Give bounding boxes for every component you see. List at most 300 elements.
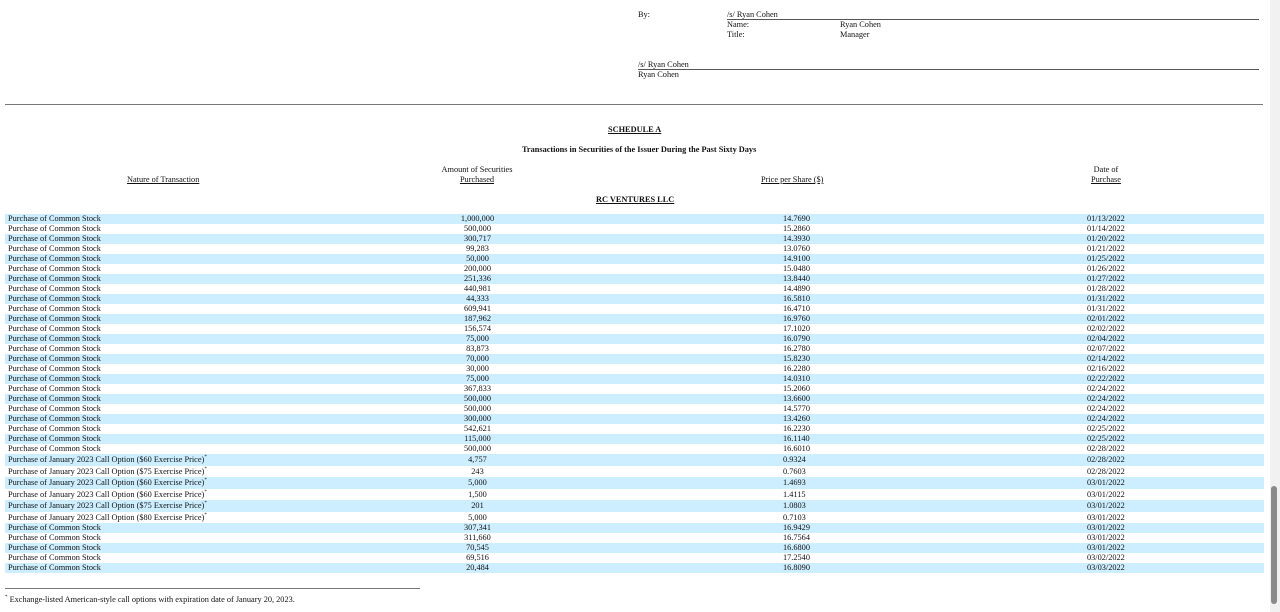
- cell-nature: [5, 254, 430, 264]
- cell-price-text: 13.8440: [783, 274, 810, 283]
- table-row: [5, 394, 1264, 404]
- cell-amount-text: 69,516: [466, 553, 489, 562]
- cell-price: [783, 234, 1087, 244]
- cell-date: [1087, 234, 1264, 244]
- cell-amount-text: 500,000: [464, 444, 491, 453]
- cell-date-text: 02/14/2022: [1087, 354, 1125, 363]
- cell-spacer: [525, 466, 783, 478]
- cell-spacer: [525, 224, 783, 234]
- cell-price: [783, 324, 1087, 334]
- cell-date: [1087, 214, 1264, 224]
- cell-nature-text: Purchase of Common Stock: [8, 563, 101, 572]
- cell-date-text: 01/31/2022: [1087, 304, 1125, 313]
- cell-price: [783, 404, 1087, 414]
- cell-nature-text: Purchase of Common Stock: [8, 304, 101, 313]
- footnote-marker: *: [5, 595, 8, 601]
- cell-date: [1087, 553, 1264, 563]
- cell-amount: [430, 404, 525, 414]
- cell-date-text: 02/24/2022: [1087, 414, 1125, 423]
- cell-amount: [430, 500, 525, 512]
- cell-amount: [430, 324, 525, 334]
- cell-nature: [5, 384, 430, 394]
- cell-date-text: 01/21/2022: [1087, 244, 1125, 253]
- cell-amount-text: 609,941: [464, 304, 491, 313]
- cell-amount-text: 542,621: [464, 424, 491, 433]
- cell-nature: [5, 314, 430, 324]
- cell-date: [1087, 523, 1264, 533]
- footnote-marker-ref: *: [204, 512, 207, 518]
- cell-price-text: 16.5810: [783, 294, 810, 303]
- individual-signature-line: [638, 69, 1259, 70]
- cell-amount-text: 500,000: [464, 224, 491, 233]
- footnote-marker-ref: *: [204, 455, 207, 461]
- cell-nature-text: Purchase of Common Stock: [8, 354, 101, 363]
- cell-amount-text: 44,333: [466, 294, 489, 303]
- cell-date-text: 03/01/2022: [1087, 512, 1125, 522]
- table-row: [5, 364, 1264, 374]
- individual-name: Ryan Cohen: [638, 70, 679, 79]
- cell-price-text: 16.9429: [783, 523, 810, 532]
- cell-price-text: 16.0790: [783, 334, 810, 343]
- cell-nature: [5, 434, 430, 444]
- table-row: [5, 454, 1264, 466]
- cell-amount: [430, 489, 525, 501]
- cell-price: [783, 284, 1087, 294]
- cell-nature-text: Purchase of Common Stock: [8, 374, 101, 383]
- cell-date: [1087, 444, 1264, 454]
- cell-date-text: 03/01/2022: [1087, 478, 1125, 487]
- cell-spacer: [525, 434, 783, 444]
- cell-date-text: 02/25/2022: [1087, 434, 1125, 443]
- cell-price: [783, 364, 1087, 374]
- cell-spacer: [525, 234, 783, 244]
- cell-price: [783, 314, 1087, 324]
- cell-date-text: 02/28/2022: [1087, 466, 1125, 476]
- cell-spacer: [525, 364, 783, 374]
- column-header-date: [1086, 165, 1126, 185]
- table-row: [5, 354, 1264, 364]
- name-value: Ryan Cohen: [840, 20, 881, 29]
- table-row: [5, 294, 1264, 304]
- cell-spacer: [525, 563, 783, 573]
- cell-nature-text: Purchase of Common Stock: [8, 234, 101, 243]
- cell-price: [783, 477, 1087, 489]
- cell-date: [1087, 489, 1264, 501]
- cell-price-text: 16.8090: [783, 563, 810, 572]
- cell-price-text: 14.4890: [783, 284, 810, 293]
- cell-nature: [5, 274, 430, 284]
- cell-amount-text: 5,000: [468, 478, 487, 487]
- cell-price-text: 13.0760: [783, 244, 810, 253]
- cell-amount-text: 83,873: [466, 344, 489, 353]
- cell-price-text: 1.0803: [783, 501, 806, 510]
- cell-date-text: 03/01/2022: [1087, 489, 1125, 499]
- cell-nature: [5, 354, 430, 364]
- cell-price-text: 14.3930: [783, 234, 810, 243]
- cell-amount: [430, 284, 525, 294]
- cell-nature: [5, 543, 430, 553]
- transactions-table-body: [5, 214, 1264, 573]
- cell-amount-text: 201: [471, 501, 484, 510]
- cell-nature-text: Purchase of Common Stock: [8, 404, 101, 413]
- cell-nature-text: Purchase of Common Stock: [8, 214, 101, 223]
- cell-spacer: [525, 523, 783, 533]
- cell-price: [783, 274, 1087, 284]
- cell-price-text: 0.7603: [783, 466, 806, 476]
- cell-spacer: [525, 444, 783, 454]
- cell-date-text: 01/26/2022: [1087, 264, 1125, 273]
- cell-nature: [5, 284, 430, 294]
- cell-date-text: 01/28/2022: [1087, 284, 1125, 293]
- cell-date-text: 02/28/2022: [1087, 455, 1125, 464]
- cell-spacer: [525, 454, 783, 466]
- cell-price: [783, 264, 1087, 274]
- column-header-date-line2: Purchase: [1091, 175, 1121, 184]
- entity-heading: RC VENTURES LLC: [596, 195, 675, 204]
- cell-nature: [5, 424, 430, 434]
- cell-amount: [430, 274, 525, 284]
- cell-date: [1087, 533, 1264, 543]
- cell-date-text: 01/31/2022: [1087, 294, 1125, 303]
- cell-amount: [430, 533, 525, 543]
- cell-price: [783, 244, 1087, 254]
- cell-nature-text: Purchase of Common Stock: [8, 384, 101, 393]
- cell-price-text: 14.9100: [783, 254, 810, 263]
- footnote: [5, 595, 295, 605]
- cell-amount-text: 251,336: [464, 274, 491, 283]
- cell-nature-text: Purchase of January 2023 Call Option ($60 Exercise Price): [8, 455, 205, 464]
- cell-spacer: [525, 414, 783, 424]
- cell-amount-text: 75,000: [466, 334, 489, 343]
- cell-spacer: [525, 294, 783, 304]
- cell-amount-text: 5,000: [468, 512, 487, 522]
- cell-amount-text: 307,341: [464, 523, 491, 532]
- cell-price: [783, 424, 1087, 434]
- footnote-marker-ref: *: [204, 501, 207, 507]
- cell-date: [1087, 324, 1264, 334]
- cell-nature: [5, 334, 430, 344]
- table-row: [5, 384, 1264, 394]
- cell-date: [1087, 224, 1264, 234]
- cell-nature: [5, 523, 430, 533]
- cell-spacer: [525, 274, 783, 284]
- cell-price: [783, 563, 1087, 573]
- cell-nature: [5, 294, 430, 304]
- cell-price: [783, 434, 1087, 444]
- cell-date: [1087, 254, 1264, 264]
- cell-price-text: 16.6010: [783, 444, 810, 453]
- cell-price-text: 1.4693: [783, 478, 806, 487]
- cell-price: [783, 414, 1087, 424]
- cell-nature-text: Purchase of Common Stock: [8, 334, 101, 343]
- cell-nature-text: Purchase of Common Stock: [8, 434, 101, 443]
- table-row: [5, 324, 1264, 334]
- cell-amount-text: 500,000: [464, 404, 491, 413]
- table-row: [5, 284, 1264, 294]
- cell-amount: [430, 466, 525, 478]
- cell-spacer: [525, 314, 783, 324]
- cell-date: [1087, 404, 1264, 414]
- cell-amount-text: 300,000: [464, 414, 491, 423]
- table-row: [5, 563, 1264, 573]
- cell-amount-text: 75,000: [466, 374, 489, 383]
- cell-nature-text: Purchase of Common Stock: [8, 553, 101, 562]
- entity-signature-line: [727, 19, 1259, 20]
- cell-spacer: [525, 512, 783, 524]
- column-header-date-line1: Date of: [1093, 165, 1119, 174]
- footnote-rule: [5, 588, 420, 589]
- cell-amount: [430, 384, 525, 394]
- cell-nature-text: Purchase of January 2023 Call Option ($75 Exercise Price): [8, 501, 205, 510]
- cell-price-text: 16.2280: [783, 364, 810, 373]
- cell-price-text: 13.4260: [783, 414, 810, 423]
- cell-nature-text: Purchase of Common Stock: [8, 344, 101, 353]
- cell-date: [1087, 414, 1264, 424]
- table-row: [5, 254, 1264, 264]
- cell-price: [783, 533, 1087, 543]
- transactions-table: [5, 214, 1264, 573]
- cell-amount-text: 115,000: [464, 434, 491, 443]
- cell-amount: [430, 314, 525, 324]
- cell-date: [1087, 304, 1264, 314]
- cell-nature-text: Purchase of Common Stock: [8, 294, 101, 303]
- cell-amount-text: 187,962: [464, 314, 491, 323]
- cell-amount-text: 99,283: [466, 244, 489, 253]
- column-header-nature: Nature of Transaction: [127, 175, 200, 184]
- cell-nature-text: Purchase of Common Stock: [8, 523, 101, 532]
- column-header-amount: [433, 165, 521, 185]
- column-header-amount-line1: Amount of Securities: [441, 165, 513, 174]
- page-break-rule: [5, 104, 1263, 105]
- cell-amount: [430, 414, 525, 424]
- cell-date-text: 02/01/2022: [1087, 314, 1125, 323]
- table-row: [5, 374, 1264, 384]
- cell-price-text: 0.7103: [783, 512, 806, 522]
- cell-date: [1087, 434, 1264, 444]
- table-row: [5, 244, 1264, 254]
- cell-nature-text: Purchase of January 2023 Call Option ($60 Exercise Price): [8, 489, 205, 499]
- cell-amount: [430, 523, 525, 533]
- cell-nature-text: Purchase of January 2023 Call Option ($80 Exercise Price): [8, 512, 205, 522]
- cell-price: [783, 304, 1087, 314]
- cell-amount-text: 367,833: [464, 384, 491, 393]
- cell-spacer: [525, 477, 783, 489]
- cell-amount: [430, 294, 525, 304]
- cell-price-text: 16.6800: [783, 543, 810, 552]
- cell-date: [1087, 294, 1264, 304]
- cell-amount-text: 440,981: [464, 284, 491, 293]
- table-row: [5, 533, 1264, 543]
- cell-nature: [5, 414, 430, 424]
- column-header-amount-line2: Purchased: [459, 175, 495, 184]
- cell-date-text: 02/22/2022: [1087, 374, 1125, 383]
- cell-nature-text: Purchase of January 2023 Call Option ($75 Exercise Price): [8, 466, 205, 476]
- table-row: [5, 224, 1264, 234]
- cell-amount: [430, 364, 525, 374]
- cell-date-text: 01/25/2022: [1087, 254, 1125, 263]
- cell-amount: [430, 214, 525, 224]
- cell-spacer: [525, 284, 783, 294]
- table-row: [5, 553, 1264, 563]
- table-row: [5, 543, 1264, 553]
- cell-nature-text: Purchase of Common Stock: [8, 414, 101, 423]
- cell-date: [1087, 563, 1264, 573]
- cell-amount-text: 50,000: [466, 254, 489, 263]
- cell-date-text: 03/01/2022: [1087, 533, 1125, 542]
- cell-price-text: 16.2780: [783, 344, 810, 353]
- cell-spacer: [525, 344, 783, 354]
- table-row: [5, 444, 1264, 454]
- by-label: By:: [638, 10, 650, 19]
- cell-price: [783, 512, 1087, 524]
- cell-date-text: 02/24/2022: [1087, 384, 1125, 393]
- cell-date-text: 02/04/2022: [1087, 334, 1125, 343]
- cell-date: [1087, 424, 1264, 434]
- cell-date: [1087, 354, 1264, 364]
- table-row: [5, 264, 1264, 274]
- cell-spacer: [525, 354, 783, 364]
- cell-price: [783, 254, 1087, 264]
- entity-signature: /s/ Ryan Cohen: [727, 10, 778, 19]
- cell-amount-text: 20,484: [466, 563, 489, 572]
- cell-date: [1087, 274, 1264, 284]
- cell-nature: [5, 324, 430, 334]
- cell-price: [783, 374, 1087, 384]
- cell-amount: [430, 444, 525, 454]
- individual-signature: /s/ Ryan Cohen: [638, 60, 689, 69]
- cell-price-text: 16.2230: [783, 424, 810, 433]
- cell-nature: [5, 264, 430, 274]
- cell-price: [783, 224, 1087, 234]
- cell-amount: [430, 454, 525, 466]
- cell-nature-text: Purchase of Common Stock: [8, 244, 101, 253]
- cell-date: [1087, 543, 1264, 553]
- cell-amount: [430, 244, 525, 254]
- cell-price: [783, 444, 1087, 454]
- cell-nature: [5, 244, 430, 254]
- cell-spacer: [525, 489, 783, 501]
- cell-price: [783, 553, 1087, 563]
- cell-nature: [5, 500, 430, 512]
- cell-spacer: [525, 424, 783, 434]
- cell-nature: [5, 466, 430, 478]
- cell-date: [1087, 384, 1264, 394]
- cell-price: [783, 294, 1087, 304]
- cell-price-text: 16.4710: [783, 304, 810, 313]
- cell-date-text: 02/16/2022: [1087, 364, 1125, 373]
- cell-date-text: 02/28/2022: [1087, 444, 1125, 453]
- cell-price: [783, 523, 1087, 533]
- cell-nature-text: Purchase of January 2023 Call Option ($60 Exercise Price): [8, 478, 205, 487]
- cell-nature-text: Purchase of Common Stock: [8, 324, 101, 333]
- cell-nature-text: Purchase of Common Stock: [8, 444, 101, 453]
- cell-price-text: 0.9324: [783, 455, 806, 464]
- cell-date: [1087, 314, 1264, 324]
- cell-date-text: 01/13/2022: [1087, 214, 1125, 223]
- cell-amount: [430, 424, 525, 434]
- cell-price-text: 15.2060: [783, 384, 810, 393]
- cell-nature-text: Purchase of Common Stock: [8, 254, 101, 263]
- cell-price-text: 14.7690: [783, 214, 810, 223]
- cell-nature: [5, 477, 430, 489]
- cell-amount-text: 70,545: [466, 543, 489, 552]
- cell-spacer: [525, 374, 783, 384]
- table-row: [5, 344, 1264, 354]
- cell-price: [783, 500, 1087, 512]
- cell-price-text: 16.9760: [783, 314, 810, 323]
- cell-date: [1087, 334, 1264, 344]
- schedule-subtitle: Transactions in Securities of the Issuer During the Past Sixty Days: [522, 145, 757, 154]
- cell-amount-text: 311,660: [464, 533, 491, 542]
- cell-amount-text: 300,717: [464, 234, 491, 243]
- table-row: [5, 314, 1264, 324]
- cell-price: [783, 454, 1087, 466]
- title-label: Title:: [727, 30, 745, 39]
- cell-nature-text: Purchase of Common Stock: [8, 394, 101, 403]
- cell-date-text: 03/02/2022: [1087, 553, 1125, 562]
- column-header-price: Price per Share ($): [761, 175, 824, 184]
- cell-spacer: [525, 244, 783, 254]
- cell-spacer: [525, 404, 783, 414]
- cell-amount: [430, 434, 525, 444]
- cell-amount-text: 70,000: [466, 354, 489, 363]
- cell-nature-text: Purchase of Common Stock: [8, 364, 101, 373]
- cell-amount: [430, 254, 525, 264]
- cell-nature-text: Purchase of Common Stock: [8, 314, 101, 323]
- cell-spacer: [525, 533, 783, 543]
- cell-date-text: 03/01/2022: [1087, 523, 1125, 532]
- cell-date: [1087, 394, 1264, 404]
- table-row: [5, 274, 1264, 284]
- cell-date-text: 02/24/2022: [1087, 404, 1125, 413]
- cell-nature: [5, 563, 430, 573]
- cell-amount: [430, 563, 525, 573]
- cell-nature: [5, 394, 430, 404]
- cell-amount: [430, 394, 525, 404]
- table-row: [5, 214, 1264, 224]
- cell-date: [1087, 374, 1264, 384]
- cell-nature: [5, 214, 430, 224]
- table-row: [5, 434, 1264, 444]
- cell-price-text: 15.2860: [783, 224, 810, 233]
- cell-date: [1087, 466, 1264, 478]
- cell-amount: [430, 224, 525, 234]
- cell-amount: [430, 553, 525, 563]
- cell-spacer: [525, 394, 783, 404]
- vertical-scrollbar-thumb[interactable]: [1271, 486, 1277, 604]
- cell-price-text: 16.1140: [783, 434, 810, 443]
- table-row: [5, 500, 1264, 512]
- table-row: [5, 523, 1264, 533]
- cell-nature: [5, 364, 430, 374]
- cell-nature: [5, 444, 430, 454]
- cell-amount: [430, 264, 525, 274]
- cell-date: [1087, 477, 1264, 489]
- cell-price-text: 13.6600: [783, 394, 810, 403]
- cell-nature-text: Purchase of Common Stock: [8, 424, 101, 433]
- cell-amount: [430, 354, 525, 364]
- cell-price: [783, 466, 1087, 478]
- cell-date-text: 03/01/2022: [1087, 501, 1125, 510]
- cell-price-text: 16.7564: [783, 533, 810, 542]
- cell-price-text: 1.4115: [783, 489, 806, 499]
- cell-amount: [430, 477, 525, 489]
- cell-date-text: 03/03/2022: [1087, 563, 1125, 572]
- table-row: [5, 234, 1264, 244]
- cell-nature: [5, 224, 430, 234]
- cell-amount: [430, 344, 525, 354]
- cell-price: [783, 344, 1087, 354]
